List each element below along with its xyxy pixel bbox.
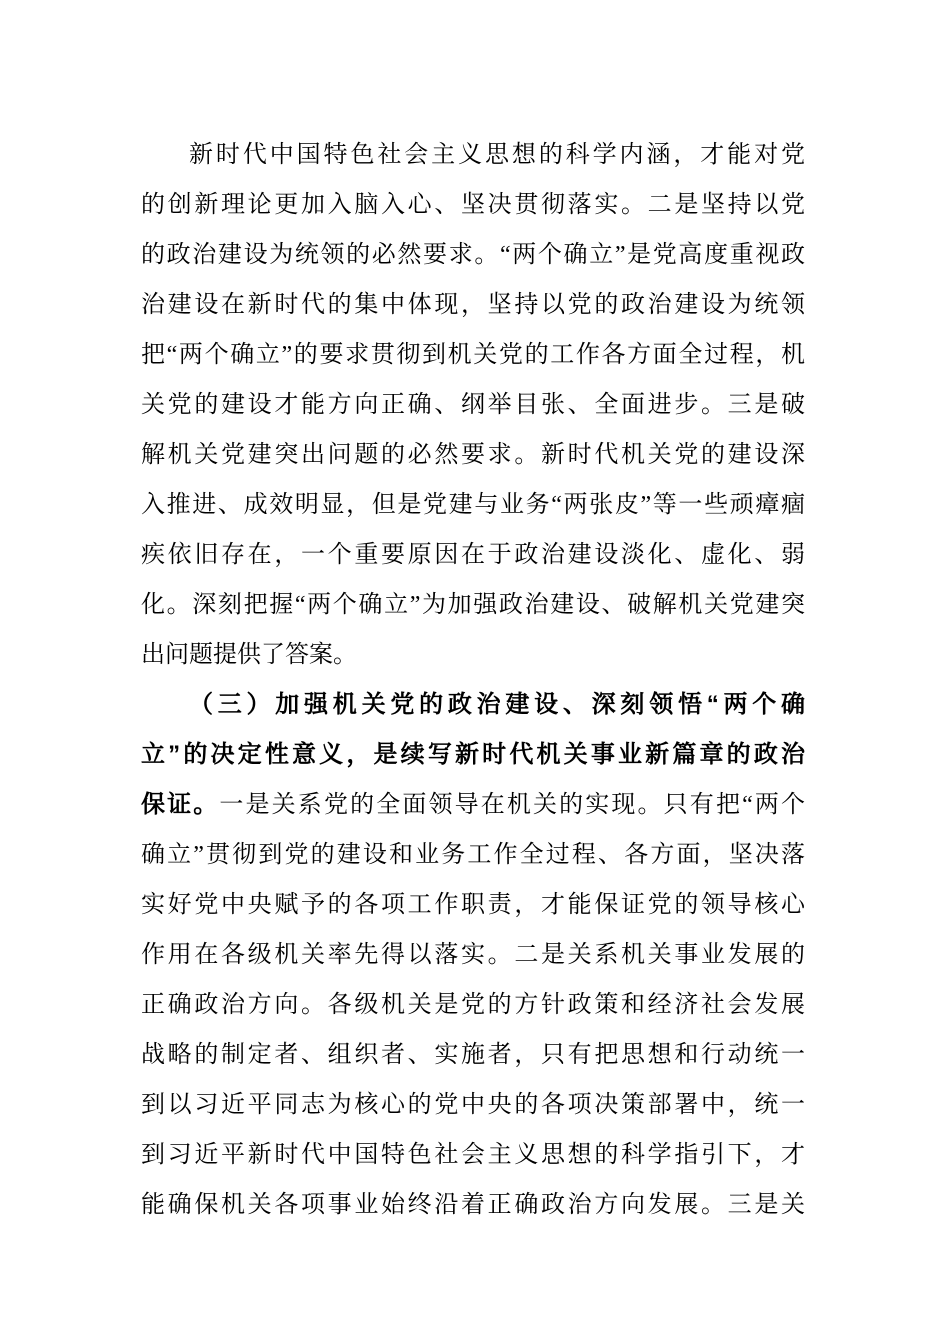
text-run: 治建设在新时代的集中体现，坚持以党的政治建设为统领 bbox=[141, 292, 805, 318]
document-text bbox=[141, 130, 805, 1230]
paragraph-section-three bbox=[141, 680, 805, 1230]
text-line bbox=[141, 230, 805, 280]
text-line bbox=[141, 780, 805, 830]
text-line bbox=[141, 1130, 805, 1180]
text-line bbox=[141, 180, 805, 230]
text-run: 正确政治方向。各级机关是党的方针政策和经济社会发展 bbox=[141, 992, 805, 1018]
bold-text-run: 立”的决定性意义，是续写新时代机关事业新篇章的政治 bbox=[141, 741, 805, 768]
text-run: 战略的制定者、组织者、实施者，只有把思想和行动统一 bbox=[141, 1042, 805, 1068]
text-run: 的政治建设为统领的必然要求。“两个确立”是党高度重视政 bbox=[141, 242, 805, 268]
text-run: 出问题提供了答案。 bbox=[141, 642, 357, 668]
text-run: 的创新理论更加入脑入心、坚决贯彻落实。二是坚持以党 bbox=[141, 192, 805, 218]
paragraph-two-establishes bbox=[141, 130, 805, 680]
text-line bbox=[141, 630, 805, 680]
text-line bbox=[141, 530, 805, 580]
text-run: 实好党中央赋予的各项工作职责，才能保证党的领导核心 bbox=[141, 892, 805, 918]
text-line bbox=[141, 930, 805, 980]
text-line bbox=[141, 880, 805, 930]
text-line bbox=[141, 430, 805, 480]
bold-text-run: 保证。 bbox=[141, 791, 220, 818]
text-run: 能确保机关各项事业始终沿着正确政治方向发展。三是关 bbox=[141, 1192, 805, 1218]
bold-text-run: （三）加强机关党的政治建设、深刻领悟“两个确 bbox=[189, 691, 805, 718]
text-line bbox=[141, 680, 805, 730]
text-line bbox=[141, 980, 805, 1030]
text-run: 到以习近平同志为核心的党中央的各项决策部署中，统一 bbox=[141, 1092, 805, 1118]
text-run: 新时代中国特色社会主义思想的科学内涵，才能对党 bbox=[189, 142, 805, 168]
text-line bbox=[141, 580, 805, 630]
text-line bbox=[141, 830, 805, 880]
text-run: 关党的建设才能方向正确、纲举目张、全面进步。三是破 bbox=[141, 392, 805, 418]
text-line bbox=[141, 730, 805, 780]
text-line bbox=[141, 1080, 805, 1130]
text-run: 解机关党建突出问题的必然要求。新时代机关党的建设深 bbox=[141, 442, 805, 468]
text-line bbox=[141, 130, 805, 180]
text-run: 作用在各级机关率先得以落实。二是关系机关事业发展的 bbox=[141, 942, 805, 968]
text-run: 到习近平新时代中国特色社会主义思想的科学指引下，才 bbox=[141, 1142, 805, 1168]
text-line bbox=[141, 280, 805, 330]
text-line bbox=[141, 380, 805, 430]
text-line bbox=[141, 1180, 805, 1230]
text-line bbox=[141, 330, 805, 380]
text-run: 化。深刻把握“两个确立”为加强政治建设、破解机关党建突 bbox=[141, 592, 805, 618]
text-run: 确立”贯彻到党的建设和业务工作全过程、各方面，坚决落 bbox=[141, 842, 805, 868]
text-line bbox=[141, 480, 805, 530]
text-line bbox=[141, 1030, 805, 1080]
text-run: 入推进、成效明显，但是党建与业务“两张皮”等一些顽瘴痼 bbox=[141, 492, 805, 518]
text-run: 疾依旧存在，一个重要原因在于政治建设淡化、虚化、弱 bbox=[141, 542, 805, 568]
text-run: 一是关系党的全面领导在机关的实现。只有把“两个 bbox=[219, 792, 805, 818]
text-run: 把“两个确立”的要求贯彻到机关党的工作各方面全过程，机 bbox=[141, 342, 805, 368]
